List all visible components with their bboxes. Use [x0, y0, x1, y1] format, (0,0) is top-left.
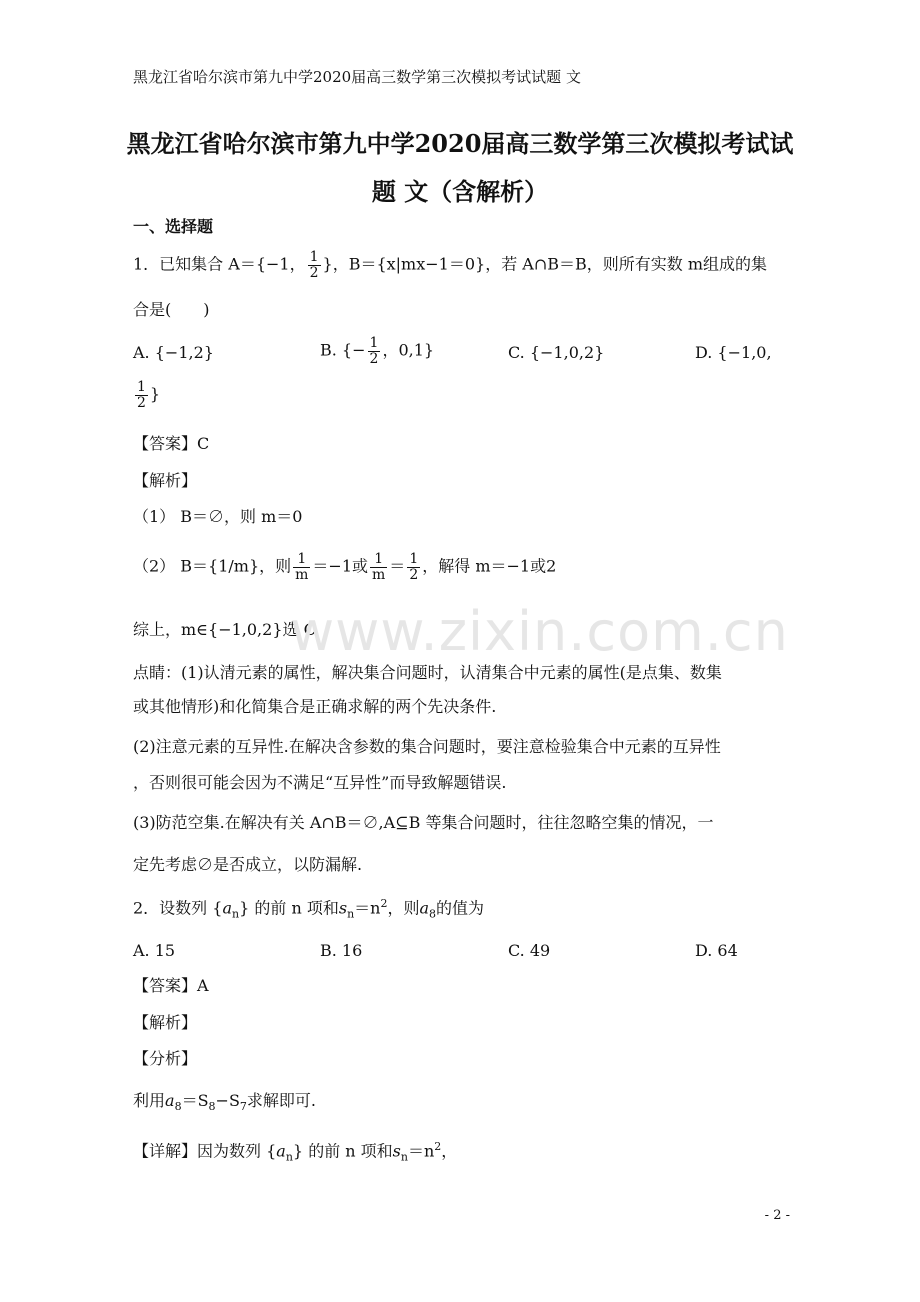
watermark: www.zixin.com.cn	[290, 600, 789, 663]
tip-2-line-1: (2)注意元素的互异性.在解决含参数的集合问题时，要注意检验集合中元素的互异性	[133, 737, 721, 756]
q1-analysis-label: 【解析】	[133, 471, 198, 490]
q1-stem-line-1	[133, 250, 767, 280]
q2-stem-a8: a	[419, 898, 430, 918]
fraction-numerator: 1	[409, 551, 419, 567]
q2-stem-pre: 2．设数列 {	[133, 898, 223, 918]
q2-detail-s: s	[392, 1141, 401, 1161]
q1-stem-b: }，B＝{x|mx−1＝0}，若 A∩B＝B，则所有实数 m组成的集	[322, 254, 768, 274]
q2-method-pre: 利用	[133, 1091, 166, 1110]
q1-step-2-fraction-3	[407, 552, 420, 582]
running-header: 黑龙江省哈尔滨市第九中学2020届高三数学第三次模拟考试试题 文	[133, 68, 581, 86]
q2-method-post: 求解即可.	[246, 1091, 316, 1110]
q1-step-2	[133, 552, 556, 582]
fraction-numerator: 1	[369, 335, 379, 351]
title-line-1: 黑龙江省哈尔滨市第九中学2020届高三数学第三次模拟考试试	[126, 129, 794, 158]
q1-conclusion: 综上，m∈{−1,0,2}选 C	[133, 620, 316, 639]
q2-detail-sub-n: n	[285, 1150, 293, 1164]
q2-stem	[133, 897, 484, 921]
q1-step-2-mid1: ＝−1或	[312, 556, 369, 576]
q2-detail-post: ，	[441, 1141, 458, 1161]
q2-method-sub-7: 7	[239, 1100, 247, 1114]
q1-option-d-fraction	[135, 380, 148, 410]
q1-option-b-post: ，0,1}	[382, 340, 435, 360]
q2-stem-sub-8: 8	[429, 907, 437, 921]
fraction-numerator: 1	[137, 379, 146, 395]
q2-stem-a: a	[222, 898, 232, 918]
fraction-denominator: m	[372, 566, 386, 583]
q2-option-b: B. 16	[320, 941, 363, 960]
q1-option-a: A. {−1,2}	[133, 343, 214, 362]
q1-fraction	[308, 250, 321, 280]
q1-step-2-fraction-2	[370, 552, 387, 582]
fraction-numerator: 1	[293, 552, 310, 568]
fraction-denominator: m	[295, 566, 309, 583]
q1-option-b-fraction	[368, 336, 381, 366]
q2-method-sub-8b: 8	[208, 1100, 216, 1114]
fraction-denominator: 2	[309, 264, 319, 281]
q2-stem-mid: } 的前 n 项和	[239, 898, 339, 918]
page-number: - 2 -	[764, 1208, 790, 1223]
q2-method-sub-8a: 8	[174, 1100, 182, 1114]
fraction-numerator: 1	[370, 552, 387, 568]
fraction-denominator: 2	[137, 394, 146, 411]
q2-detail-sup: 2	[434, 1140, 442, 1153]
q2-detail-mid: } 的前 n 项和	[292, 1141, 393, 1161]
q2-detail	[133, 1140, 457, 1164]
q2-detail-eq: ＝n	[407, 1141, 435, 1161]
q2-method	[133, 1091, 316, 1113]
q1-stem-line-2: 合是( )	[133, 300, 210, 319]
q2-fenxi-label: 【分析】	[133, 1049, 198, 1068]
q2-stem-eq: ＝n	[354, 898, 381, 918]
tip-3-line-1: (3)防范空集.在解决有关 A∩B＝∅,A⊆B 等集合问题时，往往忽略空集的情况，一	[133, 813, 714, 832]
q2-stem-sub-n: n	[232, 907, 240, 921]
q2-answer: 【答案】A	[133, 976, 209, 995]
q2-method-a: a	[165, 1091, 175, 1110]
tip-3-line-2: 定先考虑∅是否成立，以防漏解.	[133, 855, 363, 874]
q2-option-d: D. 64	[695, 941, 738, 960]
tip-1-line-1: 点睛：(1)认清元素的属性，解决集合问题时，认清集合中元素的属性(是点集、数集	[133, 663, 722, 682]
q1-option-b	[320, 336, 434, 366]
q2-stem-s: s	[338, 898, 348, 918]
q2-detail-pre: 【详解】因为数列 {	[133, 1141, 277, 1161]
tip-2-line-2: ，否则很可能会因为不满足“互异性”而导致解题错误.	[133, 773, 507, 792]
q1-stem-a: 1．已知集合 A＝{−1，	[133, 254, 306, 274]
q1-step-2-pre: （2） B＝{1/m}，则	[133, 556, 292, 576]
q2-analysis-label: 【解析】	[133, 1013, 198, 1032]
q1-option-b-pre: B. {−	[320, 340, 366, 360]
q2-method-eq: ＝S	[181, 1091, 209, 1110]
fraction-numerator: 1	[309, 249, 319, 265]
q1-option-d: D. {−1,0,	[695, 343, 772, 362]
q1-option-d-close: }	[149, 384, 161, 404]
q1-step-2-fraction-1	[293, 552, 310, 582]
q2-detail-a: a	[276, 1141, 286, 1161]
q2-option-c: C. 49	[508, 941, 551, 960]
q1-option-d-cont	[133, 380, 160, 410]
q2-stem-sup: 2	[380, 897, 388, 910]
q1-step-1: （1） B＝∅，则 m＝0	[133, 507, 303, 526]
q2-method-minus: −S	[215, 1091, 240, 1110]
q2-detail-sub-n-2: n	[400, 1150, 408, 1164]
fraction-denominator: 2	[409, 566, 419, 583]
q2-stem-post2: 的值为	[436, 898, 485, 918]
q1-answer: 【答案】C	[133, 434, 210, 453]
section-title: 一、选择题	[133, 217, 214, 236]
q1-option-c: C. {−1,0,2}	[508, 343, 605, 362]
q2-stem-post1: ，则	[387, 898, 420, 918]
q1-step-2-post: ，解得 m＝−1或2	[422, 556, 557, 576]
tip-1-line-2: 或其他情形)和化简集合是正确求解的两个先决条件.	[133, 697, 497, 716]
q2-stem-sub-n-2: n	[347, 907, 355, 921]
q1-step-2-mid2: ＝	[389, 556, 406, 576]
title-line-2: 题 文（含解析）	[371, 177, 549, 206]
fraction-denominator: 2	[369, 350, 379, 367]
q2-option-a: A. 15	[133, 941, 176, 960]
